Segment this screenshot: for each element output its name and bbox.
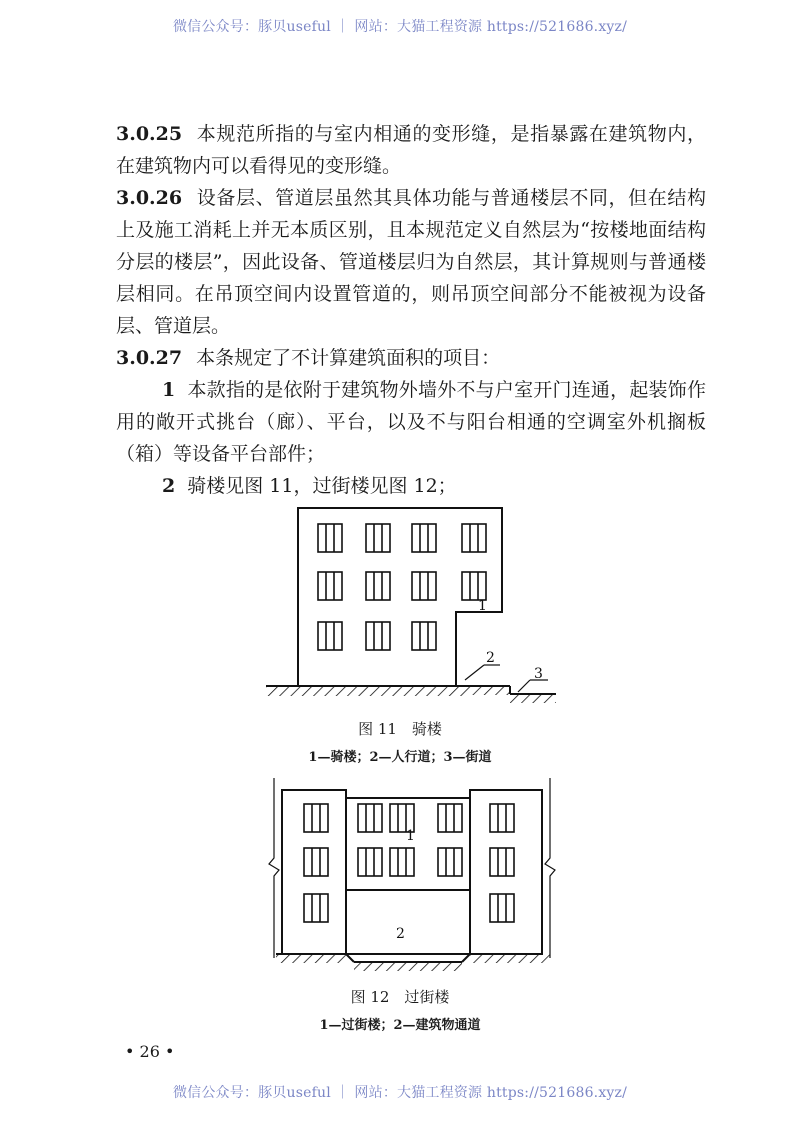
label-overpass: 1 [406, 828, 415, 844]
window [318, 622, 342, 650]
label-street: 3 [534, 666, 543, 682]
item-text: 骑楼见图 11，过街楼见图 12； [187, 475, 457, 497]
item-number: 1 [162, 379, 176, 401]
ground-hatch-middle [354, 962, 462, 971]
clause-number: 3.0.26 [116, 187, 183, 209]
clause-number: 3.0.27 [116, 347, 183, 369]
window [366, 622, 390, 650]
clause-3-0-26 [116, 182, 706, 342]
figure-12-legend: 1—过街楼；2—建筑物通道 [319, 1018, 481, 1033]
item-2 [116, 470, 706, 502]
window [490, 804, 514, 832]
window [462, 572, 486, 600]
watermark-bottom: 微信公众号：豚贝useful ｜ 网站：大猫工程资源 https://521686.xyz/ [172, 1085, 628, 1101]
figure-11-drawing [260, 500, 560, 710]
clause-text: 设备层、管道层虽然其具体功能与普通楼层不同，但在结构上及施工消耗上并无本质区别，且本规范定义自然层为“按楼地面结构分层的楼层”，因此设备、管道楼层归为自然层，其计算规则与普通楼层相同。在吊顶空间内设置管道的，则吊顶空间部分不能被视为设备层、管道层。 [116, 187, 706, 337]
clause-number: 3.0.25 [116, 123, 183, 145]
window [304, 894, 328, 922]
clause-text: 本规范所指的与室内相通的变形缝，是指暴露在建筑物内，在建筑物内可以看得见的变形缝。 [116, 123, 706, 177]
figure-12-drawing [262, 778, 562, 978]
ground-hatch-left [276, 954, 346, 963]
window [358, 804, 382, 832]
window [318, 524, 342, 552]
item-text: 本款指的是依附于建筑物外墙外不与户室开门连通，起装饰作用的敞开式挑台（廊）、平台，以及不与阳台相通的空调室外机搁板（箱）等设备平台部件； [116, 379, 706, 465]
clause-3-0-25 [116, 118, 706, 182]
label-passage: 2 [396, 926, 405, 942]
watermark-top: 微信公众号：豚贝useful ｜ 网站：大猫工程资源 https://521686.xyz/ [172, 19, 628, 35]
window [438, 848, 462, 876]
label-arcade: 1 [478, 598, 487, 614]
window [304, 848, 328, 876]
page-number: • 26 • [125, 1042, 175, 1061]
figure-11-caption: 图 11 骑楼 [358, 720, 442, 738]
label-sidewalk: 2 [486, 650, 495, 666]
figure-12-caption: 图 12 过街楼 [350, 988, 450, 1006]
window [304, 804, 328, 832]
window [490, 894, 514, 922]
window [366, 524, 390, 552]
window [318, 572, 342, 600]
window [412, 622, 436, 650]
ground-hatch [266, 686, 464, 696]
left-building [282, 790, 346, 954]
window [390, 848, 414, 876]
overpass-windows [304, 804, 514, 922]
body-text [116, 118, 706, 502]
item-number: 2 [162, 475, 176, 497]
figure-11-legend: 1—骑楼；2—人行道；3—街道 [308, 750, 492, 765]
window [462, 524, 486, 552]
window [438, 804, 462, 832]
arcade-building-outline [298, 508, 502, 686]
item-1 [116, 374, 706, 470]
window [412, 572, 436, 600]
window [490, 848, 514, 876]
clause-text: 本条规定了不计算建筑面积的项目： [196, 347, 501, 369]
window [366, 572, 390, 600]
clause-3-0-27 [116, 342, 706, 374]
arcade-windows [318, 524, 486, 650]
window [358, 848, 382, 876]
ground-hatch-right [470, 954, 550, 963]
window [412, 524, 436, 552]
